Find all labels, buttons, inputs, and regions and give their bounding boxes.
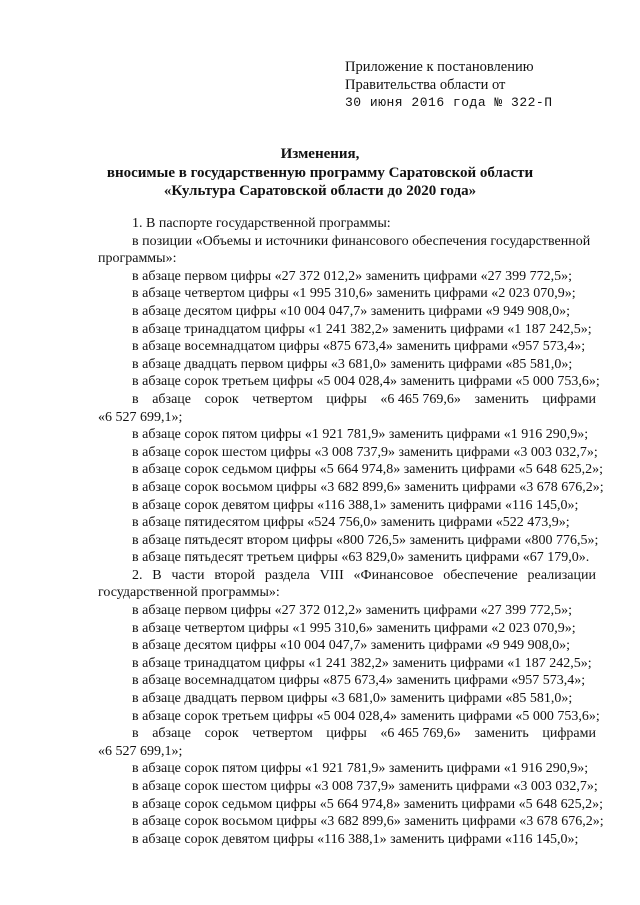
word: абзаце [152, 391, 192, 407]
list-item: в абзаце сорок пятом цифры «1 921 781,9» заменить цифрами «1 916 290,9»; [132, 761, 589, 777]
word: четвертом [252, 726, 313, 742]
list-item-continuation: «6 527 699,1»; [98, 409, 183, 425]
list-item: в абзаце пятидесятом цифры «524 756,0» заменить цифрами «522 473,9»; [132, 515, 570, 531]
list-item: в абзаце сорок седьмом цифры «5 664 974,8» заменить цифрами «5 648 625,2»; [132, 796, 604, 812]
word: цифрами [542, 391, 596, 407]
list-item: в абзаце сорок третьем цифры «5 004 028,4» заменить цифрами «5 000 753,6»; [132, 708, 600, 724]
list-item: в абзаце пятьдесят третьем цифры «63 829,0» заменить цифрами «67 179,0». [132, 550, 590, 566]
word: цифрами [542, 726, 596, 742]
list-item: в абзаце восемнадцатом цифры «875 673,4» заменить цифрами «957 573,4»; [132, 339, 586, 355]
list-item: в абзаце сорок пятом цифры «1 921 781,9» заменить цифрами «1 916 290,9»; [132, 427, 589, 443]
word: цифры [326, 726, 367, 742]
word: В [152, 567, 162, 583]
list-item: в абзаце десятом цифры «10 004 047,7» заменить цифрами «9 949 908,0»; [132, 303, 571, 319]
word: «6 465 769,6» [380, 391, 461, 407]
word: четвертом [252, 391, 313, 407]
section-2-heading [98, 567, 596, 585]
word: 2. [132, 567, 143, 583]
list-item: в абзаце сорок седьмом цифры «5 664 974,8» заменить цифрами «5 648 625,2»; [132, 462, 604, 478]
list-item: в абзаце двадцать первом цифры «3 681,0» заменить цифрами «85 581,0»; [132, 356, 573, 372]
list-item: в абзаце восемнадцатом цифры «875 673,4» заменить цифрами «957 573,4»; [132, 673, 586, 689]
word: заменить [474, 726, 529, 742]
list-item: в абзаце сорок шестом цифры «3 008 737,9» заменить цифрами «3 003 032,7»; [132, 779, 598, 794]
list-item: в абзаце четвертом цифры «1 995 310,6» заменить цифрами «2 023 070,9»; [132, 286, 576, 302]
word: реализации [527, 567, 596, 583]
word: «Финансовое [353, 567, 434, 583]
list-item: в абзаце пятьдесят втором цифры «800 726,5» заменить цифрами «800 776,5»; [132, 532, 599, 548]
word: «6 465 769,6» [380, 726, 461, 742]
word: сорок [204, 391, 239, 407]
list-item: в абзаце тринадцатом цифры «1 241 382,2» заменить цифрами «1 187 242,5»; [132, 655, 592, 671]
list-item: в абзаце сорок восьмом цифры «3 682 899,6» заменить цифрами «3 678 676,2»; [132, 814, 604, 830]
word: VIII [319, 567, 344, 583]
list-item: в абзаце сорок девятом цифры «116 388,1» заменить цифрами «116 145,0»; [132, 831, 579, 847]
appendix-header [345, 58, 553, 112]
word: части [171, 567, 205, 583]
section-1-position-line-1: в позиции «Объемы и источники финансового обеспечения государственной [132, 233, 591, 249]
word: сорок [204, 726, 239, 742]
list-item: в абзаце десятом цифры «10 004 047,7» заменить цифрами «9 949 908,0»; [132, 638, 571, 654]
list-item: в абзаце двадцать первом цифры «3 681,0» заменить цифрами «85 581,0»; [132, 691, 573, 707]
list-item: в абзаце четвертом цифры «1 995 310,6» заменить цифрами «2 023 070,9»; [132, 620, 576, 636]
document-title [0, 145, 640, 201]
section-1-position-line-2: программы»: [98, 251, 177, 267]
list-item: в абзаце сорок третьем цифры «5 004 028,4» заменить цифрами «5 000 753,6»; [132, 374, 600, 390]
title-line-2: вносимые в государственную программу Саратовской области [106, 164, 534, 181]
word: в [132, 391, 139, 407]
word: цифры [326, 391, 367, 407]
word: обеспечение [443, 567, 518, 583]
list-item: в абзаце сорок восьмом цифры «3 682 899,6» заменить цифрами «3 678 676,2»; [132, 479, 604, 495]
section-1-heading: 1. В паспорте государственной программы: [132, 216, 391, 231]
appendix-line-2: Правительства области от [345, 77, 506, 93]
list-item-continuation: «6 527 699,1»; [98, 743, 183, 759]
word: в [132, 726, 139, 742]
document-body [98, 215, 604, 848]
appendix-date-number: 30 июня 2016 года № 322-П [345, 95, 553, 110]
word: раздела [264, 567, 310, 583]
title-line-3: «Культура Саратовской области до 2020 года» [163, 183, 477, 199]
section-2-heading-continuation: государственной программы»: [98, 585, 280, 601]
title-line-1: Изменения, [280, 146, 360, 162]
list-item-justified [98, 391, 596, 409]
list-item: в абзаце сорок девятом цифры «116 388,1» заменить цифрами «116 145,0»; [132, 497, 579, 513]
appendix-line-1: Приложение к постановлению [345, 59, 534, 75]
word: второй [214, 567, 256, 583]
list-item: в абзаце сорок шестом цифры «3 008 737,9» заменить цифрами «3 003 032,7»; [132, 444, 598, 460]
list-item: в абзаце первом цифры «27 372 012,2» заменить цифрами «27 399 772,5»; [132, 603, 572, 619]
word: абзаце [152, 726, 192, 742]
list-item: в абзаце первом цифры «27 372 012,2» заменить цифрами «27 399 772,5»; [132, 268, 572, 284]
list-item-justified [98, 725, 596, 743]
list-item: в абзаце тринадцатом цифры «1 241 382,2» заменить цифрами «1 187 242,5»; [132, 321, 592, 337]
word: заменить [474, 391, 529, 407]
